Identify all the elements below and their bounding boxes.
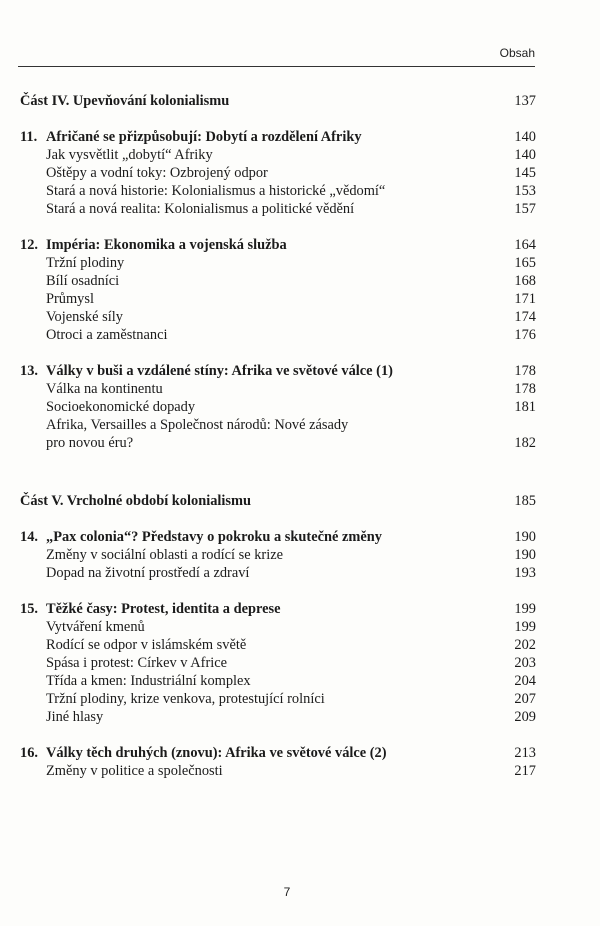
entry-title: Změny v politice a společnosti bbox=[46, 763, 223, 779]
chapter-title: Války těch druhých (znovu): Afrika ve světové válce (2) bbox=[46, 745, 387, 761]
page-ref: 153 bbox=[514, 183, 536, 199]
chapter-number: 11. bbox=[20, 129, 38, 145]
page-ref: 176 bbox=[514, 327, 536, 343]
toc-entry bbox=[20, 254, 536, 272]
page-ref: 140 bbox=[514, 147, 536, 163]
entry-title: Dopad na životní prostředí a zdraví bbox=[46, 565, 250, 581]
toc-entry bbox=[20, 200, 536, 218]
chapter-title-line bbox=[20, 528, 496, 546]
toc-chapter bbox=[20, 236, 536, 344]
chapter-title: Války v buši a vzdálené stíny: Afrika ve světové válce (1) bbox=[46, 363, 393, 379]
entry-title: Jak vysvětlit „dobytí“ Afriky bbox=[46, 147, 213, 163]
page-ref: 182 bbox=[514, 435, 536, 451]
chapter-title: Těžké časy: Protest, identita a deprese bbox=[46, 601, 281, 617]
entry-title: Afrika, Versailles a Společnost národů: Nové zásady bbox=[46, 417, 349, 433]
toc-entry bbox=[20, 308, 536, 326]
entry-title: Tržní plodiny, krize venkova, protestující rolníci bbox=[46, 691, 325, 707]
page-ref: 190 bbox=[514, 547, 536, 563]
page-ref: 193 bbox=[514, 565, 536, 581]
page-ref: 181 bbox=[514, 399, 536, 415]
toc-chapter bbox=[20, 600, 536, 726]
chapter-number: 16. bbox=[20, 745, 38, 761]
page-ref: 174 bbox=[514, 309, 536, 325]
page-ref: 171 bbox=[514, 291, 536, 307]
entry-title: Rodící se odpor v islámském světě bbox=[46, 637, 247, 653]
entry-title: Změny v sociální oblasti a rodící se krize bbox=[46, 547, 283, 563]
toc-entry bbox=[20, 164, 536, 182]
chapter-heading bbox=[20, 600, 536, 618]
chapter-title: „Pax colonia“? Představy o pokroku a skutečné změny bbox=[46, 529, 382, 545]
toc-chapter bbox=[20, 744, 536, 780]
toc-entry bbox=[20, 326, 536, 344]
page-ref: 203 bbox=[514, 655, 536, 671]
toc-entry bbox=[20, 272, 536, 290]
page-ref: 185 bbox=[514, 493, 536, 509]
toc-entry bbox=[20, 564, 536, 582]
running-header: Obsah bbox=[499, 46, 535, 60]
entry-title: Vojenské síly bbox=[46, 309, 123, 325]
chapter-heading bbox=[20, 128, 536, 146]
entry-title: Vytváření kmenů bbox=[46, 619, 145, 635]
chapter-heading bbox=[20, 236, 536, 254]
chapter-title-line bbox=[20, 362, 496, 380]
page-ref: 199 bbox=[514, 619, 536, 635]
chapter-title-line bbox=[20, 744, 496, 762]
entry-title: Otroci a zaměstnanci bbox=[46, 327, 168, 343]
chapter-number: 13. bbox=[20, 363, 38, 379]
page-ref: 145 bbox=[514, 165, 536, 181]
header-rule bbox=[18, 66, 535, 67]
chapter-heading bbox=[20, 744, 536, 762]
page-ref: 165 bbox=[514, 255, 536, 271]
chapter-heading bbox=[20, 528, 536, 546]
part-heading bbox=[20, 92, 536, 110]
entry-title: Bílí osadníci bbox=[46, 273, 120, 289]
entry-title: Socioekonomické dopady bbox=[46, 399, 196, 415]
entry-title: Průmysl bbox=[46, 291, 94, 307]
toc-chapter bbox=[20, 362, 536, 452]
chapter-title-line bbox=[20, 600, 496, 618]
toc-entry bbox=[20, 290, 536, 308]
chapter-title: Impéria: Ekonomika a vojenská služba bbox=[46, 237, 287, 253]
chapter-number: 14. bbox=[20, 529, 38, 545]
part-title: Část V. Vrcholné období kolonialismu bbox=[20, 493, 251, 509]
entry-title: Spása i protest: Církev v Africe bbox=[46, 655, 228, 671]
page-ref: 164 bbox=[514, 237, 536, 253]
toc-part bbox=[20, 92, 536, 452]
page-ref: 140 bbox=[514, 129, 536, 145]
chapter-number: 12. bbox=[20, 237, 38, 253]
part-heading bbox=[20, 492, 536, 510]
entry-title: Válka na kontinentu bbox=[46, 381, 163, 397]
toc-part bbox=[20, 492, 536, 780]
toc-entry bbox=[20, 380, 536, 398]
page-ref: 213 bbox=[514, 745, 536, 761]
entry-title: Oštěpy a vodní toky: Ozbrojený odpor bbox=[46, 165, 268, 181]
page-ref: 178 bbox=[514, 363, 536, 379]
page-ref: 168 bbox=[514, 273, 536, 289]
page-ref: 209 bbox=[514, 709, 536, 725]
toc-entry bbox=[20, 762, 536, 780]
entry-title: Stará a nová realita: Kolonialismus a politické vědění bbox=[46, 201, 355, 217]
page-ref: 178 bbox=[514, 381, 536, 397]
chapter-title-line bbox=[20, 236, 496, 254]
page-ref: 190 bbox=[514, 529, 536, 545]
page-ref: 157 bbox=[514, 201, 536, 217]
chapter-title: Afričané se přizpůsobují: Dobytí a rozdělení Afriky bbox=[46, 129, 362, 145]
entry-title: Jiné hlasy bbox=[46, 709, 104, 725]
chapter-heading bbox=[20, 362, 536, 380]
chapter-number: 15. bbox=[20, 601, 38, 617]
toc-entry bbox=[20, 708, 536, 726]
chapter-title-line bbox=[20, 128, 496, 146]
toc-chapter bbox=[20, 128, 536, 218]
toc-entry bbox=[20, 146, 536, 164]
part-title: Část IV. Upevňování kolonialismu bbox=[20, 93, 230, 109]
toc-entry bbox=[20, 654, 536, 672]
toc-entry bbox=[20, 690, 536, 708]
toc-entry bbox=[20, 636, 536, 654]
toc-entry bbox=[20, 546, 536, 564]
entry-title: Tržní plodiny bbox=[46, 255, 125, 271]
page-ref: 202 bbox=[514, 637, 536, 653]
entry-title: Třída a kmen: Industriální komplex bbox=[46, 673, 251, 689]
entry-title: Stará a nová historie: Kolonialismus a historické „vědomí“ bbox=[46, 183, 386, 199]
table-of-contents bbox=[20, 92, 536, 780]
page-number: 7 bbox=[283, 885, 291, 899]
toc-entry bbox=[20, 618, 536, 636]
page-ref: 207 bbox=[514, 691, 536, 707]
page-ref: 137 bbox=[514, 93, 536, 109]
toc-chapter bbox=[20, 528, 536, 582]
toc-entry bbox=[20, 672, 536, 690]
entry-title: pro novou éru? bbox=[46, 435, 134, 451]
toc-entry bbox=[20, 398, 536, 416]
toc-entry bbox=[20, 182, 536, 200]
page-ref: 199 bbox=[514, 601, 536, 617]
toc-entry bbox=[20, 416, 536, 434]
toc-entry bbox=[20, 434, 536, 452]
page-ref: 217 bbox=[514, 763, 536, 779]
page-ref: 204 bbox=[514, 673, 536, 689]
